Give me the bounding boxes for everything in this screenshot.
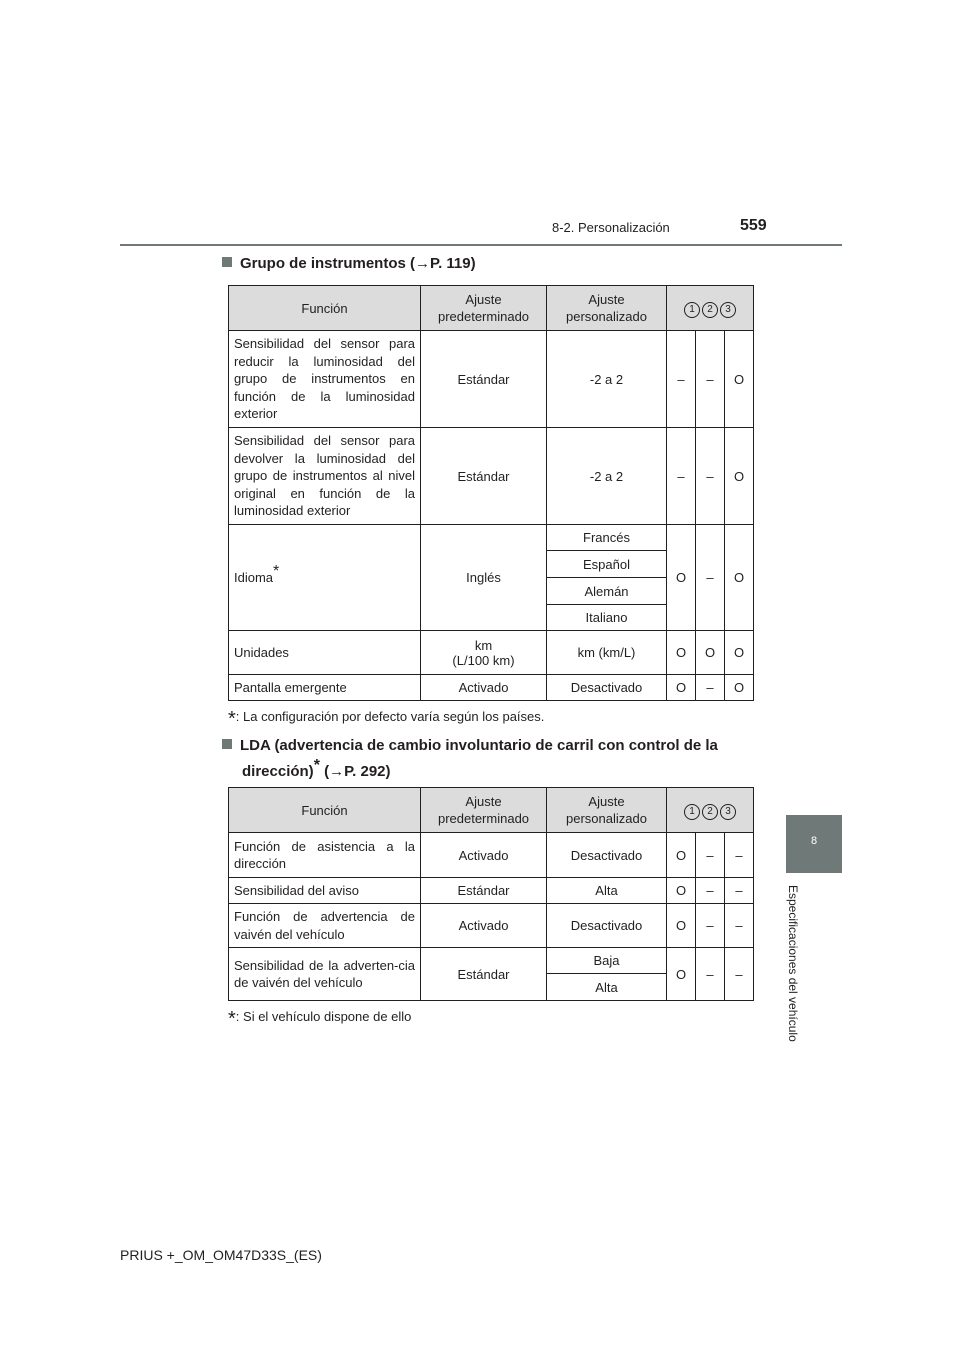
chapter-label: Especificaciones del vehículo bbox=[786, 885, 800, 1042]
square-bullet-icon bbox=[222, 739, 232, 749]
default-cell: Estándar bbox=[421, 428, 547, 525]
custom-cell: Desactivado bbox=[547, 675, 667, 701]
function-cell: Unidades bbox=[229, 631, 421, 675]
col-header-modes bbox=[667, 788, 754, 833]
default-cell bbox=[421, 631, 547, 675]
mode2-cell: – bbox=[696, 904, 725, 948]
mode1-cell: O bbox=[667, 904, 696, 948]
custom-option-cell: Italiano bbox=[547, 605, 667, 631]
mode3-cell: – bbox=[725, 948, 754, 1001]
mode1-cell: O bbox=[667, 631, 696, 675]
chapter-tab bbox=[786, 815, 842, 873]
mode1-cell: – bbox=[667, 428, 696, 525]
footnote-marker: * bbox=[228, 708, 236, 730]
table-row bbox=[229, 631, 754, 675]
custom-cell: km (km/L) bbox=[547, 631, 667, 675]
default-cell: Estándar bbox=[421, 878, 547, 904]
col-header-modes bbox=[667, 286, 754, 331]
mode2-cell: – bbox=[696, 525, 725, 631]
circled-3-icon: 3 bbox=[720, 804, 736, 820]
mode3-cell: – bbox=[725, 904, 754, 948]
function-text: Idioma bbox=[234, 569, 274, 585]
footnote-marker: * bbox=[273, 562, 280, 580]
footnote-marker: * bbox=[313, 757, 320, 774]
table-row bbox=[229, 948, 754, 974]
mode2-cell: – bbox=[696, 833, 725, 878]
section-title-ref: →P. 119) bbox=[415, 255, 476, 272]
chapter-number: 8 bbox=[810, 835, 818, 847]
instruments-table bbox=[228, 285, 754, 701]
footnote-text: : Si el vehículo dispone de ello bbox=[235, 1009, 412, 1024]
chapter-label-container bbox=[766, 885, 822, 1055]
circled-1-icon: 1 bbox=[684, 804, 700, 820]
function-cell: Sensibilidad de la adverten-cia de vaivén del vehículo bbox=[229, 948, 421, 1001]
mode1-cell: – bbox=[667, 331, 696, 428]
custom-option-cell: Alemán bbox=[547, 578, 667, 605]
default-line2: (L/100 km) bbox=[452, 652, 515, 668]
default-cell: Activado bbox=[421, 833, 547, 878]
mode2-cell: – bbox=[696, 428, 725, 525]
mode2-cell: – bbox=[696, 878, 725, 904]
mode1-cell: O bbox=[667, 525, 696, 631]
circled-3-icon: 3 bbox=[720, 302, 736, 318]
circled-2-icon: 2 bbox=[702, 302, 718, 318]
custom-option-cell: Alta bbox=[547, 974, 667, 1001]
table-row bbox=[229, 675, 754, 701]
section-title-line2: dirección) bbox=[242, 763, 314, 780]
default-cell: Estándar bbox=[421, 331, 547, 428]
custom-option-cell: Francés bbox=[547, 525, 667, 551]
mode3-cell: O bbox=[725, 428, 754, 525]
col-header-custom: Ajuste personalizado bbox=[547, 788, 667, 833]
function-cell: Pantalla emergente bbox=[229, 675, 421, 701]
section-title-text: Grupo de instrumentos ( bbox=[240, 255, 416, 272]
col-header-function: Función bbox=[229, 788, 421, 833]
custom-option-cell: Español bbox=[547, 551, 667, 578]
mode1-cell: O bbox=[667, 878, 696, 904]
page-number: 559 bbox=[740, 217, 767, 234]
section-header: 8-2. Personalización bbox=[552, 220, 670, 235]
footnote-text: : La configuración por defecto varía según los países. bbox=[235, 709, 545, 724]
col-header-function: Función bbox=[229, 286, 421, 331]
table-row bbox=[229, 525, 754, 551]
default-line1: km bbox=[474, 637, 493, 653]
lda-table bbox=[228, 787, 754, 1001]
col-header-default: Ajuste predeterminado bbox=[421, 286, 547, 331]
table-row bbox=[229, 878, 754, 904]
table-row bbox=[229, 331, 754, 428]
mode1-cell: O bbox=[667, 675, 696, 701]
mode1-cell: O bbox=[667, 948, 696, 1001]
circled-2-icon: 2 bbox=[702, 804, 718, 820]
function-cell: Sensibilidad del sensor para reducir la luminosidad del grupo de instrumentos en función de la luminosidad exterior bbox=[229, 331, 421, 428]
default-cell: Activado bbox=[421, 675, 547, 701]
default-cell: Inglés bbox=[421, 525, 547, 631]
section-title-line2-wrap bbox=[222, 759, 750, 785]
mode2-cell: – bbox=[696, 948, 725, 1001]
custom-cell: Desactivado bbox=[547, 904, 667, 948]
section-title-line1: LDA (advertencia de cambio involuntario de carril con control de la bbox=[240, 737, 718, 754]
mode2-cell: – bbox=[696, 675, 725, 701]
section-title-instruments bbox=[222, 255, 476, 272]
function-cell: Sensibilidad del sensor para devolver la luminosidad del grupo de instrumentos al nivel original en función de la luminosidad exterior bbox=[229, 428, 421, 525]
function-cell bbox=[229, 525, 421, 631]
footnote-2 bbox=[228, 1008, 411, 1031]
table-row bbox=[229, 833, 754, 878]
custom-cell: -2 a 2 bbox=[547, 331, 667, 428]
mode3-cell: – bbox=[725, 833, 754, 878]
mode2-cell: O bbox=[696, 631, 725, 675]
document-code: PRIUS +_OM_OM47D33S_(ES) bbox=[120, 1247, 322, 1263]
header-rule bbox=[120, 244, 842, 246]
square-bullet-icon bbox=[222, 257, 232, 267]
circled-1-icon: 1 bbox=[684, 302, 700, 318]
col-header-custom: Ajuste personalizado bbox=[547, 286, 667, 331]
custom-cell: Desactivado bbox=[547, 833, 667, 878]
mode3-cell: O bbox=[725, 675, 754, 701]
function-cell: Función de advertencia de vaivén del vehículo bbox=[229, 904, 421, 948]
footnote-1 bbox=[228, 708, 544, 731]
default-cell: Activado bbox=[421, 904, 547, 948]
default-cell: Estándar bbox=[421, 948, 547, 1001]
table-header-row bbox=[229, 286, 754, 331]
mode2-cell: – bbox=[696, 331, 725, 428]
footnote-marker: * bbox=[228, 1008, 236, 1030]
section-title-lda bbox=[222, 733, 750, 785]
custom-cell: -2 a 2 bbox=[547, 428, 667, 525]
mode3-cell: O bbox=[725, 331, 754, 428]
custom-cell: Alta bbox=[547, 878, 667, 904]
section-title-ref: (→P. 292) bbox=[324, 763, 391, 780]
mode3-cell: – bbox=[725, 878, 754, 904]
custom-option-cell: Baja bbox=[547, 948, 667, 974]
function-cell: Sensibilidad del aviso bbox=[229, 878, 421, 904]
table-row bbox=[229, 428, 754, 525]
function-cell: Función de asistencia a la dirección bbox=[229, 833, 421, 878]
mode3-cell: O bbox=[725, 631, 754, 675]
table-header-row bbox=[229, 788, 754, 833]
mode1-cell: O bbox=[667, 833, 696, 878]
mode3-cell: O bbox=[725, 525, 754, 631]
table-row bbox=[229, 904, 754, 948]
col-header-default: Ajuste predeterminado bbox=[421, 788, 547, 833]
